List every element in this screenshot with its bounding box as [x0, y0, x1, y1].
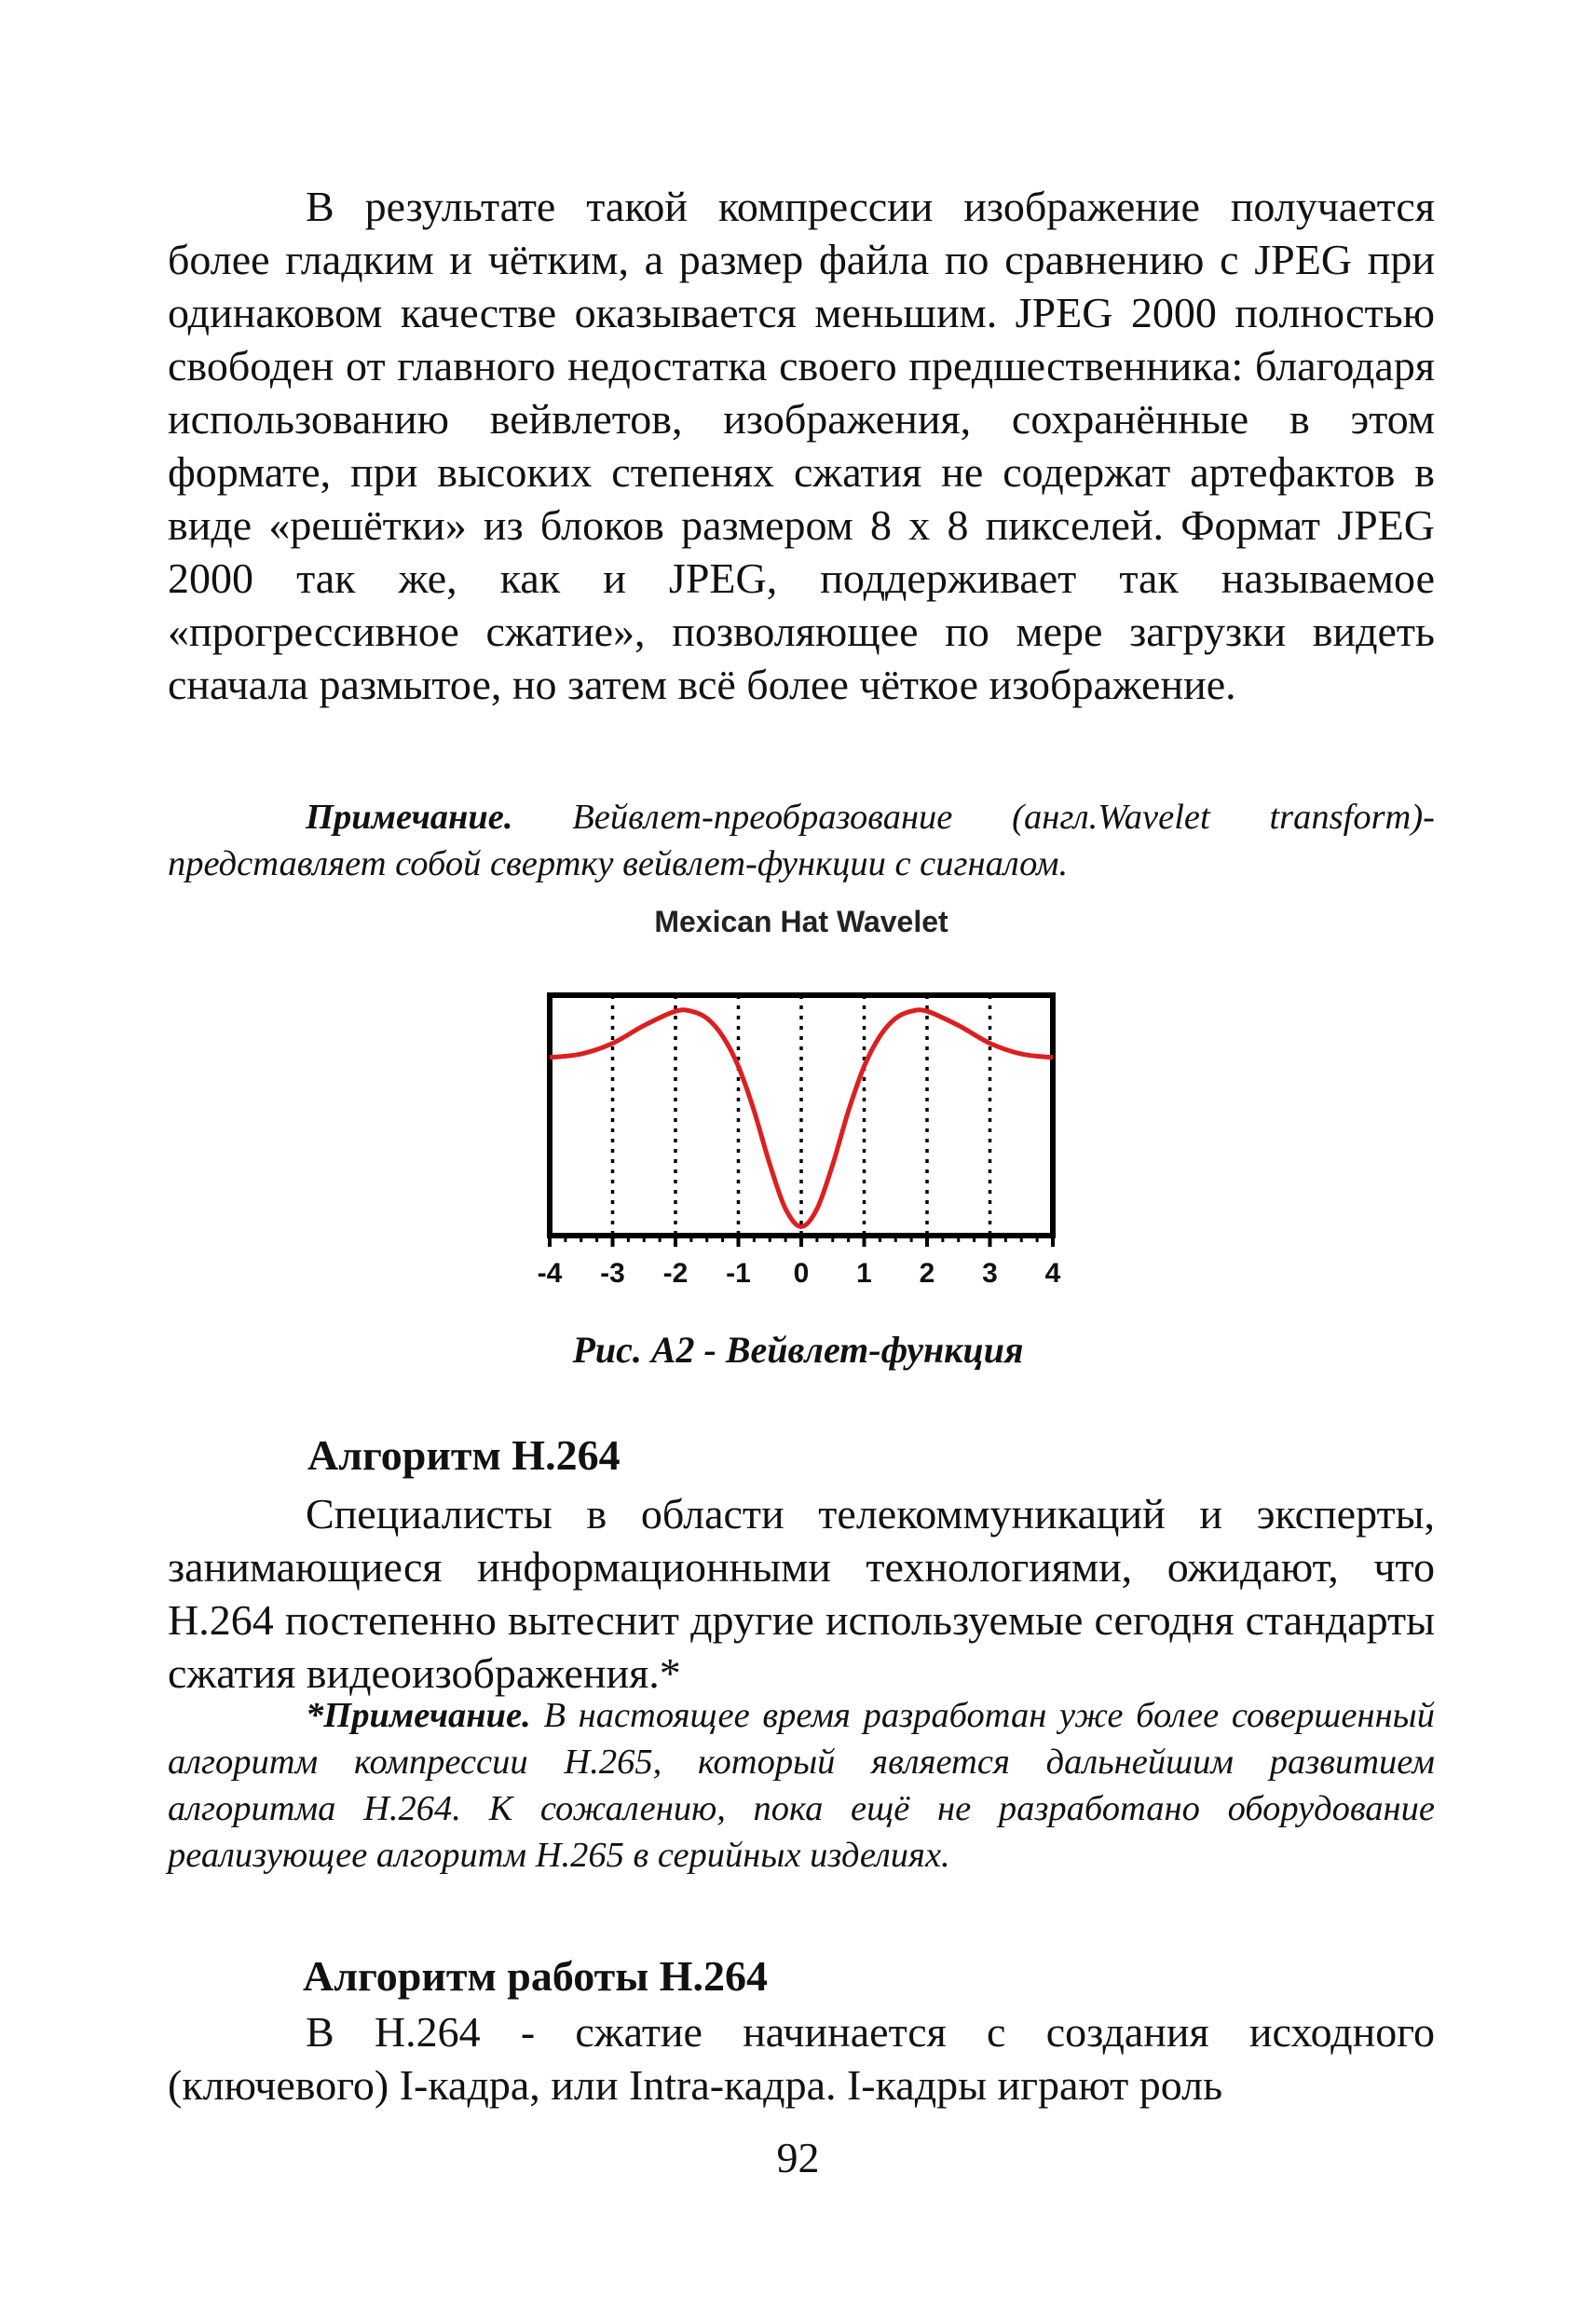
x-tick-label: 2 — [919, 1258, 935, 1289]
heading-h264: Алгоритм Н.264 — [307, 1431, 621, 1479]
x-tick-label: 0 — [793, 1258, 810, 1289]
chart-grid — [613, 995, 990, 1236]
page-number: 92 — [776, 2134, 820, 2181]
heading-h264-algorithm: Алгоритм работы Н.264 — [303, 1952, 768, 2000]
x-tick-label: -4 — [537, 1258, 563, 1289]
x-tick-label: -2 — [662, 1258, 689, 1289]
x-tick-label: -3 — [600, 1258, 625, 1289]
x-axis-ticks — [538, 1236, 1061, 1289]
note-lead: Примечание. — [306, 798, 513, 837]
x-tick-label: 4 — [1044, 1258, 1061, 1289]
x-tick-label: 1 — [856, 1258, 872, 1289]
x-tick-label: -1 — [726, 1258, 751, 1289]
note-wavelet-transform — [168, 794, 1435, 887]
note-h265 — [168, 1692, 1435, 1879]
paragraph-h264-intro: Специалисты в области телекоммуникаций и эксперты, занимающиеся информационными технологиями, ожидают, что H.264 постепенно вытеснит другие используемые сегодня стандарты сжатия видеоизображения.* — [168, 1490, 1435, 1697]
figure-caption: Рис. А2 - Вейвлет-функция — [572, 1329, 1024, 1371]
plot-frame — [550, 995, 1053, 1236]
paragraph-jpeg2000: В результате такой компрессии изображение получается более гладким и чётким, а размер файла по сравнению с JPEG при одинаковом качестве оказывается меньшим. JPEG 2000 полностью свободен от главного недостатка своего предшественника: благодаря использованию вейвлетов, изображения, сохранённые в этом формате, при высоких степенях сжатия не содержат артефактов в виде «решётки» из блоков размером 8 х 8 пикселей. Формат JPEG 2000 так же, как и JPEG, поддерживает так называемое «прогрессивное сжатие», позволяющее по мере загрузки видеть сначала размытое, но затем всё более чёткое изображение. — [168, 183, 1435, 708]
x-tick-label: 3 — [982, 1258, 998, 1289]
paragraph-h264-algorithm: В Н.264 - сжатие начинается с создания исходного (ключевого) I-кадра, или Intra-кадра. I-кадры играют роль — [168, 2008, 1435, 2109]
note-text: Вейвлет-преобразование (англ.Wavelet transform)- представляет собой свертку вейвлет-функции с сигналом. — [168, 798, 1435, 883]
note-lead: *Примечание. — [306, 1696, 531, 1735]
note-text: В настоящее время разработан уже более совершенный алгоритм компрессии H.265, который является дальнейшим развитием алгоритма H.264. К сожалению, пока ещё не разработано оборудование реализующее алгоритм H.265 в серийных изделиях. — [168, 1696, 1435, 1875]
chart-title: Mexican Hat Wavelet — [654, 905, 948, 938]
mexican-hat-chart — [522, 905, 1081, 1305]
